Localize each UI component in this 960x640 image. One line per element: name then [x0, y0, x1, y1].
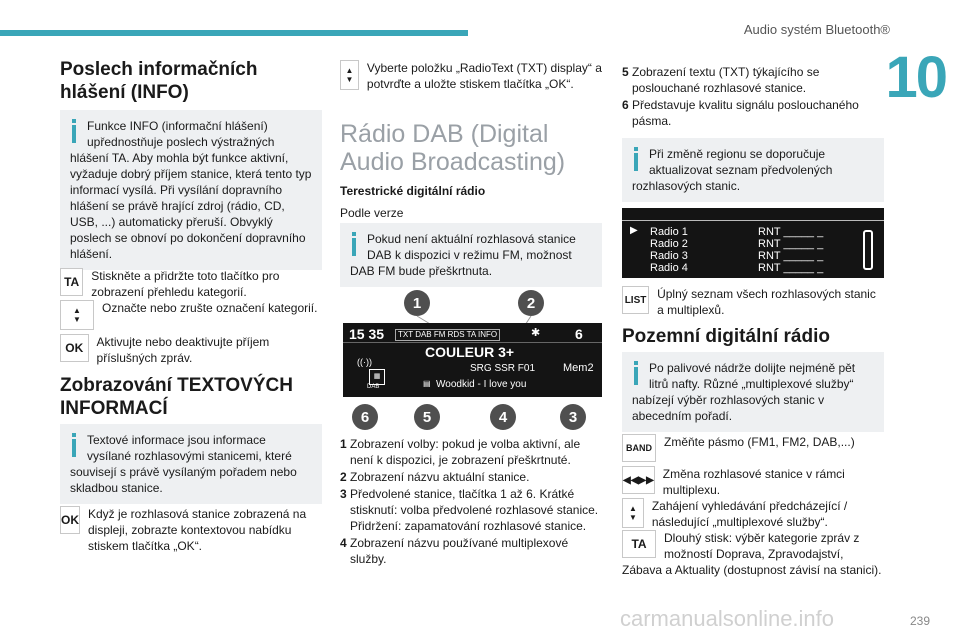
display-legend-list	[340, 436, 602, 568]
arrows-row	[60, 300, 322, 330]
radio-display	[343, 323, 602, 397]
arrow-down-icon: ▼	[73, 315, 81, 324]
header-accent-bar	[0, 30, 468, 36]
skip-description: Změna rozhlasové stanice v rámci multiplexu.	[662, 467, 845, 497]
per-version-text: Podle verze	[340, 206, 404, 220]
ta-button[interactable]: TA	[60, 268, 83, 296]
list-item: 3 Předvolené stanice, tlačítka 1 až 6. Krátké stisknutí: volba předvolené rozhlasové stanice. Přidržení: zapamatování rozhlasové stanice.	[340, 487, 599, 533]
scrollbar[interactable]	[863, 230, 873, 270]
arrow-up-icon: ▲	[345, 66, 354, 75]
list-item: 6 Představuje kvalitu signálu poslouchaného pásma.	[622, 98, 859, 128]
band-description: Změňte pásmo (FM1, FM2, DAB,...)	[664, 435, 855, 449]
info-note-text: Funkce INFO (informační hlášení) upřednostňuje poslech výstražných hlášení TA. Aby mohla být funkce aktivní, vyžaduje dobrý příjem stanice, která tento typ informací vysílá. Při vysílání dopravního hlášení se právě hrající zdroj (rádio, CD, USB, ...) automaticky přeruší. Obvyklý poslech se obnoví po dokončení dopravního hlášení.	[70, 119, 312, 261]
dab-note	[340, 223, 602, 287]
up-down-arrows-button[interactable]	[340, 60, 359, 90]
display-station-name: COULEUR 3+	[425, 344, 515, 360]
station-list	[650, 226, 688, 274]
select-row	[340, 60, 602, 92]
multiplex-search-description: Zahájení vyhledávání předcházející / následující „multiplexové služby“.	[651, 499, 848, 529]
ground-note-text: Po palivové nádrže dolijte nejméně pět litrů nafty. Různé „multiplexové služby“ nabízejí výběr rozhlasových stanic v abecedním pořadí.	[632, 361, 856, 423]
bluetooth-icon: ✱	[531, 327, 541, 339]
watermark: carmanualsonline.info	[620, 606, 835, 631]
ok-button[interactable]: OK	[60, 506, 80, 534]
callout-2: 2	[518, 290, 544, 316]
ok-row	[60, 334, 322, 366]
display-dab-label: DAB	[367, 384, 380, 390]
display-preset: 6	[575, 326, 583, 342]
section-title: Audio systém Bluetooth®	[743, 22, 890, 37]
info-note	[60, 110, 322, 270]
info-icon	[632, 361, 640, 385]
callout-6: 6	[352, 404, 378, 430]
ok-context-description: Když je rozhlasová stanice zobrazená na displeji, zobrazte kontextovou nabídku stiskem tlačítka „OK“.	[88, 507, 307, 553]
list-item: 2 Zobrazení názvu aktuální stanice.	[340, 470, 530, 484]
ok-button[interactable]: OK	[60, 334, 89, 362]
ta-long-press-description: Dlouhý stisk: výběr kategorie zpráv z možností Doprava, Zpravodajství, Zábava a Aktuality (dostupnost závisí na stanici).	[622, 531, 882, 577]
ground-digital-heading: Pozemní digitální rádio	[622, 326, 830, 347]
display-time: 15 35	[349, 326, 385, 342]
callout-4: 4	[490, 404, 516, 430]
terrestrial-heading: Terestrické digitální rádio	[340, 184, 486, 198]
station-list-display	[622, 208, 884, 278]
display-memory: Mem2	[563, 362, 594, 374]
list-item[interactable]: Radio 3	[650, 250, 688, 262]
info-icon	[70, 119, 78, 143]
text-info-heading: Zobrazování TEXTOVÝCH INFORMACÍ	[60, 375, 293, 419]
text-info-icon: ▤	[423, 379, 431, 388]
skip-prev-next-button[interactable]	[622, 466, 655, 494]
list-item[interactable]: Radio 1	[650, 226, 688, 238]
arrows-row-2	[622, 498, 884, 530]
info-icon	[350, 232, 358, 256]
text-info-note	[60, 424, 322, 504]
ta-row	[60, 268, 322, 300]
skip-back-icon: ◀◀	[623, 474, 639, 486]
ok2-row	[60, 506, 322, 554]
list-item: 4 Zobrazení názvu používané multiplexové služby.	[340, 536, 569, 566]
station-list-values: RNT _____ _ RNT _____ _ RNT _____ _ RNT _____ _	[758, 226, 824, 274]
arrows-description: Označte nebo zrušte označení kategorií.	[102, 301, 318, 315]
ta-button[interactable]: TA	[622, 530, 656, 558]
text-info-note-text: Textové informace jsou informace vysílané rozhlasovými stanicemi, které souvisejí s právě vysílaným pořadem nebo skladbou stanice.	[70, 433, 297, 495]
list-item[interactable]: Radio 2	[650, 238, 688, 250]
up-down-arrows-button[interactable]	[60, 300, 94, 330]
display-divider	[343, 342, 602, 343]
band-button[interactable]: BAND	[622, 434, 656, 462]
select-description: Vyberte položku „RadioText (TXT) display“ a potvrďte a uložte stiskem tlačítka „OK“.	[366, 61, 602, 91]
ok-description: Aktivujte nebo deaktivujte příjem příslušných zpráv.	[96, 335, 270, 365]
ta-description: Stiskněte a přidržte toto tlačítko pro zobrazení přehledu kategorií.	[91, 269, 280, 299]
region-note-text: Při změně regionu se doporučuje aktualizovat seznam předvolených rozhlasových stanic.	[632, 147, 833, 193]
ta-row-2	[622, 530, 884, 578]
info-icon	[632, 147, 640, 171]
region-note	[622, 138, 884, 202]
ground-note	[622, 352, 884, 432]
skip-forward-icon: ▶▶	[638, 474, 654, 486]
info-heading: Poslech informačních hlášení (INFO)	[60, 59, 258, 103]
signal-icon: ((·))	[357, 357, 372, 367]
callout-1: 1	[404, 290, 430, 316]
display-multiplex: SRG SSR F01	[470, 363, 536, 374]
chapter-number: 10	[885, 45, 946, 110]
band-row	[622, 434, 884, 462]
list-button[interactable]: LIST	[622, 286, 649, 314]
list-item: 5 Zobrazení textu (TXT) týkajícího se poslouchané rozhlasové stanice.	[622, 65, 820, 95]
up-down-arrows-button[interactable]	[622, 498, 644, 528]
callout-3: 3	[560, 404, 586, 430]
display-status-bar: TXT DAB FM RDS TA INFO	[395, 329, 500, 341]
dab-note-text: Pokud není aktuální rozhlasová stanice DAB k dispozici v režimu FM, možnost DAB FM bude přeškrtnuta.	[350, 232, 576, 278]
display-radiotext: Woodkid - I love you	[436, 379, 527, 390]
arrow-up-icon: ▲	[73, 306, 81, 315]
dab-mode-icon: ▦	[369, 369, 385, 385]
selection-arrow-icon: ▶	[630, 225, 638, 236]
arrow-up-icon: ▲	[628, 504, 637, 513]
info-icon	[70, 433, 78, 457]
list-item[interactable]: Radio 4	[650, 262, 688, 274]
list-item: 1 Zobrazení volby: pokud je volba aktivní, ale není k dispozici, je zobrazení přeškrtnuté.	[340, 437, 581, 467]
list-row	[622, 286, 884, 318]
dab-heading: Rádio DAB (Digital Audio Broadcasting)	[340, 120, 566, 176]
list-top-rule	[622, 220, 884, 221]
callout-5: 5	[414, 404, 440, 430]
page-number: 239	[909, 614, 930, 628]
arrow-down-icon: ▼	[345, 75, 354, 84]
display-legend-list-cont	[622, 64, 884, 130]
skip-row	[622, 466, 884, 498]
arrow-down-icon: ▼	[628, 513, 637, 522]
list-description: Úplný seznam všech rozhlasových stanic a multiplexů.	[657, 287, 876, 317]
